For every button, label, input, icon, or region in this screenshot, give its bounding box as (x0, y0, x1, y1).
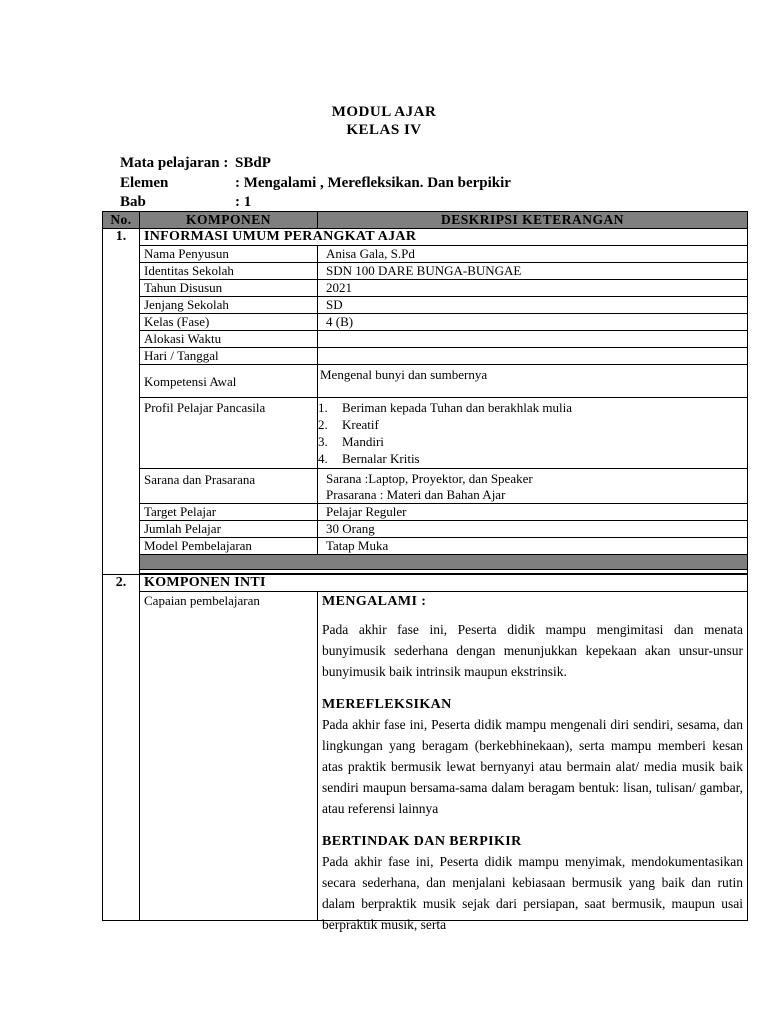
row-value: Anisa Gala, S.Pd (318, 246, 748, 263)
table-header-row (103, 212, 748, 229)
section-1-title: INFORMASI UMUM PERANGKAT AJAR (140, 229, 748, 246)
section-2-title: KOMPONEN INTI (140, 575, 748, 592)
section-2-row (103, 575, 748, 592)
table-row-profil (103, 398, 748, 469)
list-item: 2. Kreatif (318, 417, 379, 432)
row-value: 4 (B) (318, 314, 748, 331)
row-value: Mengenal bunyi dan sumbernya (318, 365, 748, 398)
meta-subject-value: SBdP (235, 155, 271, 171)
row-label: Model Pembelajaran (140, 538, 318, 555)
merefleksikan-heading: MEREFLEKSIKAN (322, 697, 452, 712)
row-label: Kompetensi Awal (140, 365, 318, 398)
list-item: 3. Mandiri (318, 434, 384, 449)
table-row (103, 246, 748, 263)
row-value: 30 Orang (318, 521, 748, 538)
header-komponen: KOMPONEN (140, 212, 318, 229)
section-divider-cell (140, 555, 748, 570)
row-label: Target Pelajar (140, 504, 318, 521)
row-label: Jumlah Pelajar (140, 521, 318, 538)
row-value: Pelajar Reguler (318, 504, 748, 521)
meta-bab-label: Bab (120, 194, 146, 210)
table-row (103, 521, 748, 538)
sarana-label: Sarana dan Prasarana (140, 469, 318, 504)
profil-label: Profil Pelajar Pancasila (140, 398, 318, 469)
table-row (103, 504, 748, 521)
table-row (103, 314, 748, 331)
capaian-content (318, 592, 748, 932)
table-row (103, 365, 748, 398)
meta-subject-label: Mata pelajaran : (120, 155, 229, 171)
table-row-capaian (103, 592, 748, 921)
row-label: Hari / Tanggal (140, 348, 318, 365)
row-value (318, 348, 748, 365)
document-subtitle: KELAS IV (346, 122, 422, 138)
row-value: Tatap Muka (318, 538, 748, 555)
sarana-line: Sarana :Laptop, Proyektor, dan Speaker (326, 471, 533, 486)
section-2-number: 2. (103, 575, 140, 921)
row-value: SD (318, 297, 748, 314)
meta-element-value: : Mengalami , Merefleksikan. Dan berpikir (235, 175, 511, 191)
section-1-number: 1. (103, 229, 140, 575)
meta-subject (120, 155, 271, 172)
merefleksikan-text: Pada akhir fase ini, Peserta didik mampu mengenali diri sendiri, sesama, dan lingkungan yang beragam (berkebhinekaan), serta mampu memberi kesan atas praktik bermusik lewat bernyanyi atau bermain alat/ media musik baik sendiri maupun bersama-sama dalam beragam bentuk: lisan, tulisan/ gambar, atau referensi lainnya (322, 717, 743, 816)
table-row (103, 280, 748, 297)
row-label: Nama Penyusun (140, 246, 318, 263)
row-label: Kelas (Fase) (140, 314, 318, 331)
row-label: Jenjang Sekolah (140, 297, 318, 314)
table-row (103, 297, 748, 314)
document-title: MODUL AJAR (331, 104, 437, 120)
prasarana-line: Prasarana : Materi dan Bahan Ajar (326, 487, 506, 502)
mengalami-text: Pada akhir fase ini, Peserta didik mampu mengimitasi dan menata bunyimusik sederhana dengan menunjukkan kepekaan akan unsur-unsur bunyimusik baik intrinsik maupun ekstrinsik. (322, 622, 743, 679)
meta-bab (120, 194, 251, 211)
row-label: Identitas Sekolah (140, 263, 318, 280)
list-item: 1. Beriman kepada Tuhan dan berakhlak mulia (318, 400, 572, 415)
mengalami-heading: MENGALAMI : (322, 594, 427, 609)
table-row (103, 348, 748, 365)
row-value: 2021 (318, 280, 748, 297)
meta-element (120, 175, 511, 192)
row-value (318, 331, 748, 348)
list-item: 4. Bernalar Kritis (318, 451, 420, 466)
table-row-sarana (103, 469, 748, 504)
module-table (102, 211, 748, 932)
row-label: Alokasi Waktu (140, 331, 318, 348)
header-no: No. (103, 212, 140, 229)
row-label: Tahun Disusun (140, 280, 318, 297)
row-value: SDN 100 DARE BUNGA-BUNGAE (318, 263, 748, 280)
header-deskripsi: DESKRIPSI KETERANGAN (318, 212, 748, 229)
sarana-value (318, 469, 748, 504)
capaian-label: Capaian pembelajaran (140, 592, 318, 921)
table-row (103, 263, 748, 280)
bertindak-text: Pada akhir fase ini, Peserta didik mampu menyimak, mendokumentasikan secara sederhana, dan menjalani kebiasaan bermusik yang baik dan rutin dalam berpraktik musik sejak dari persiapan, saat bermusik, maupun usai berpraktik musik, serta (322, 854, 743, 932)
section-1-row (103, 229, 748, 246)
meta-bab-value: : 1 (235, 194, 252, 210)
profil-list-cell (318, 398, 748, 469)
bertindak-heading: BERTINDAK DAN BERPIKIR (322, 834, 522, 849)
table-row (103, 331, 748, 348)
meta-element-label: Elemen (120, 175, 169, 191)
section-divider (103, 555, 748, 570)
table-row (103, 538, 748, 555)
profil-list (318, 399, 743, 467)
